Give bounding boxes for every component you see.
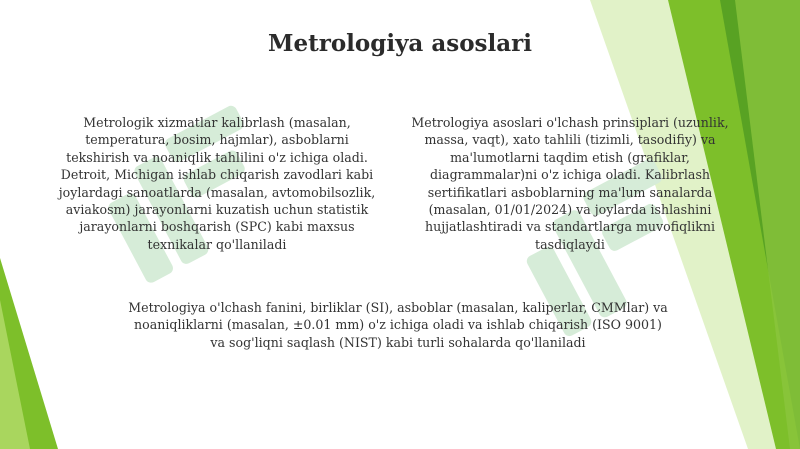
right-paragraph: Metrologiya asoslari o'lchash prinsiplari (uzunlik, massa, vaqt), xato tahlili (tizimli, tasodifiy) va ma'lumotlarni taqdim etish (grafiklar, diagrammalar)ni o'z ichiga oladi. Kalibrlash sertifikatlari asboblarning ma'lum sanalarda (masalan, 01/01/2024) va joylarda ishlashini hujjatlashtiradi va standartlarga muvofiqlikni tasdiqlaydi: [411, 115, 729, 252]
left-paragraph: Metrologik xizmatlar kalibrlash (masalan, temperatura, bosim, hajmlar), asboblarni tekshirish va noaniqlik tahlilini o'z ichiga oladi. Detroit, Michigan ishlab chiqarish zavodlari kabi joylardagi sanoatlarda (masalan, avtomobilsozlik, aviakosm) jarayonlarni kuzatish uchun statistik jarayonlarni boshqarish (SPC) kabi maxsus texnikalar qo'llaniladi: [58, 115, 376, 252]
slide-title: Metrologiya asoslari: [268, 30, 532, 57]
bottom-paragraph: Metrologiya o'lchash fanini, birliklar (SI), asboblar (masalan, kaliperlar, CMMlar) va noaniqliklarni (masalan, ±0.01 mm) o'z ichiga oladi va ishlab chiqarish (ISO 9001) va sog'liqni saqlash (NIST) kabi turli sohalarda qo'llaniladi: [128, 300, 668, 350]
